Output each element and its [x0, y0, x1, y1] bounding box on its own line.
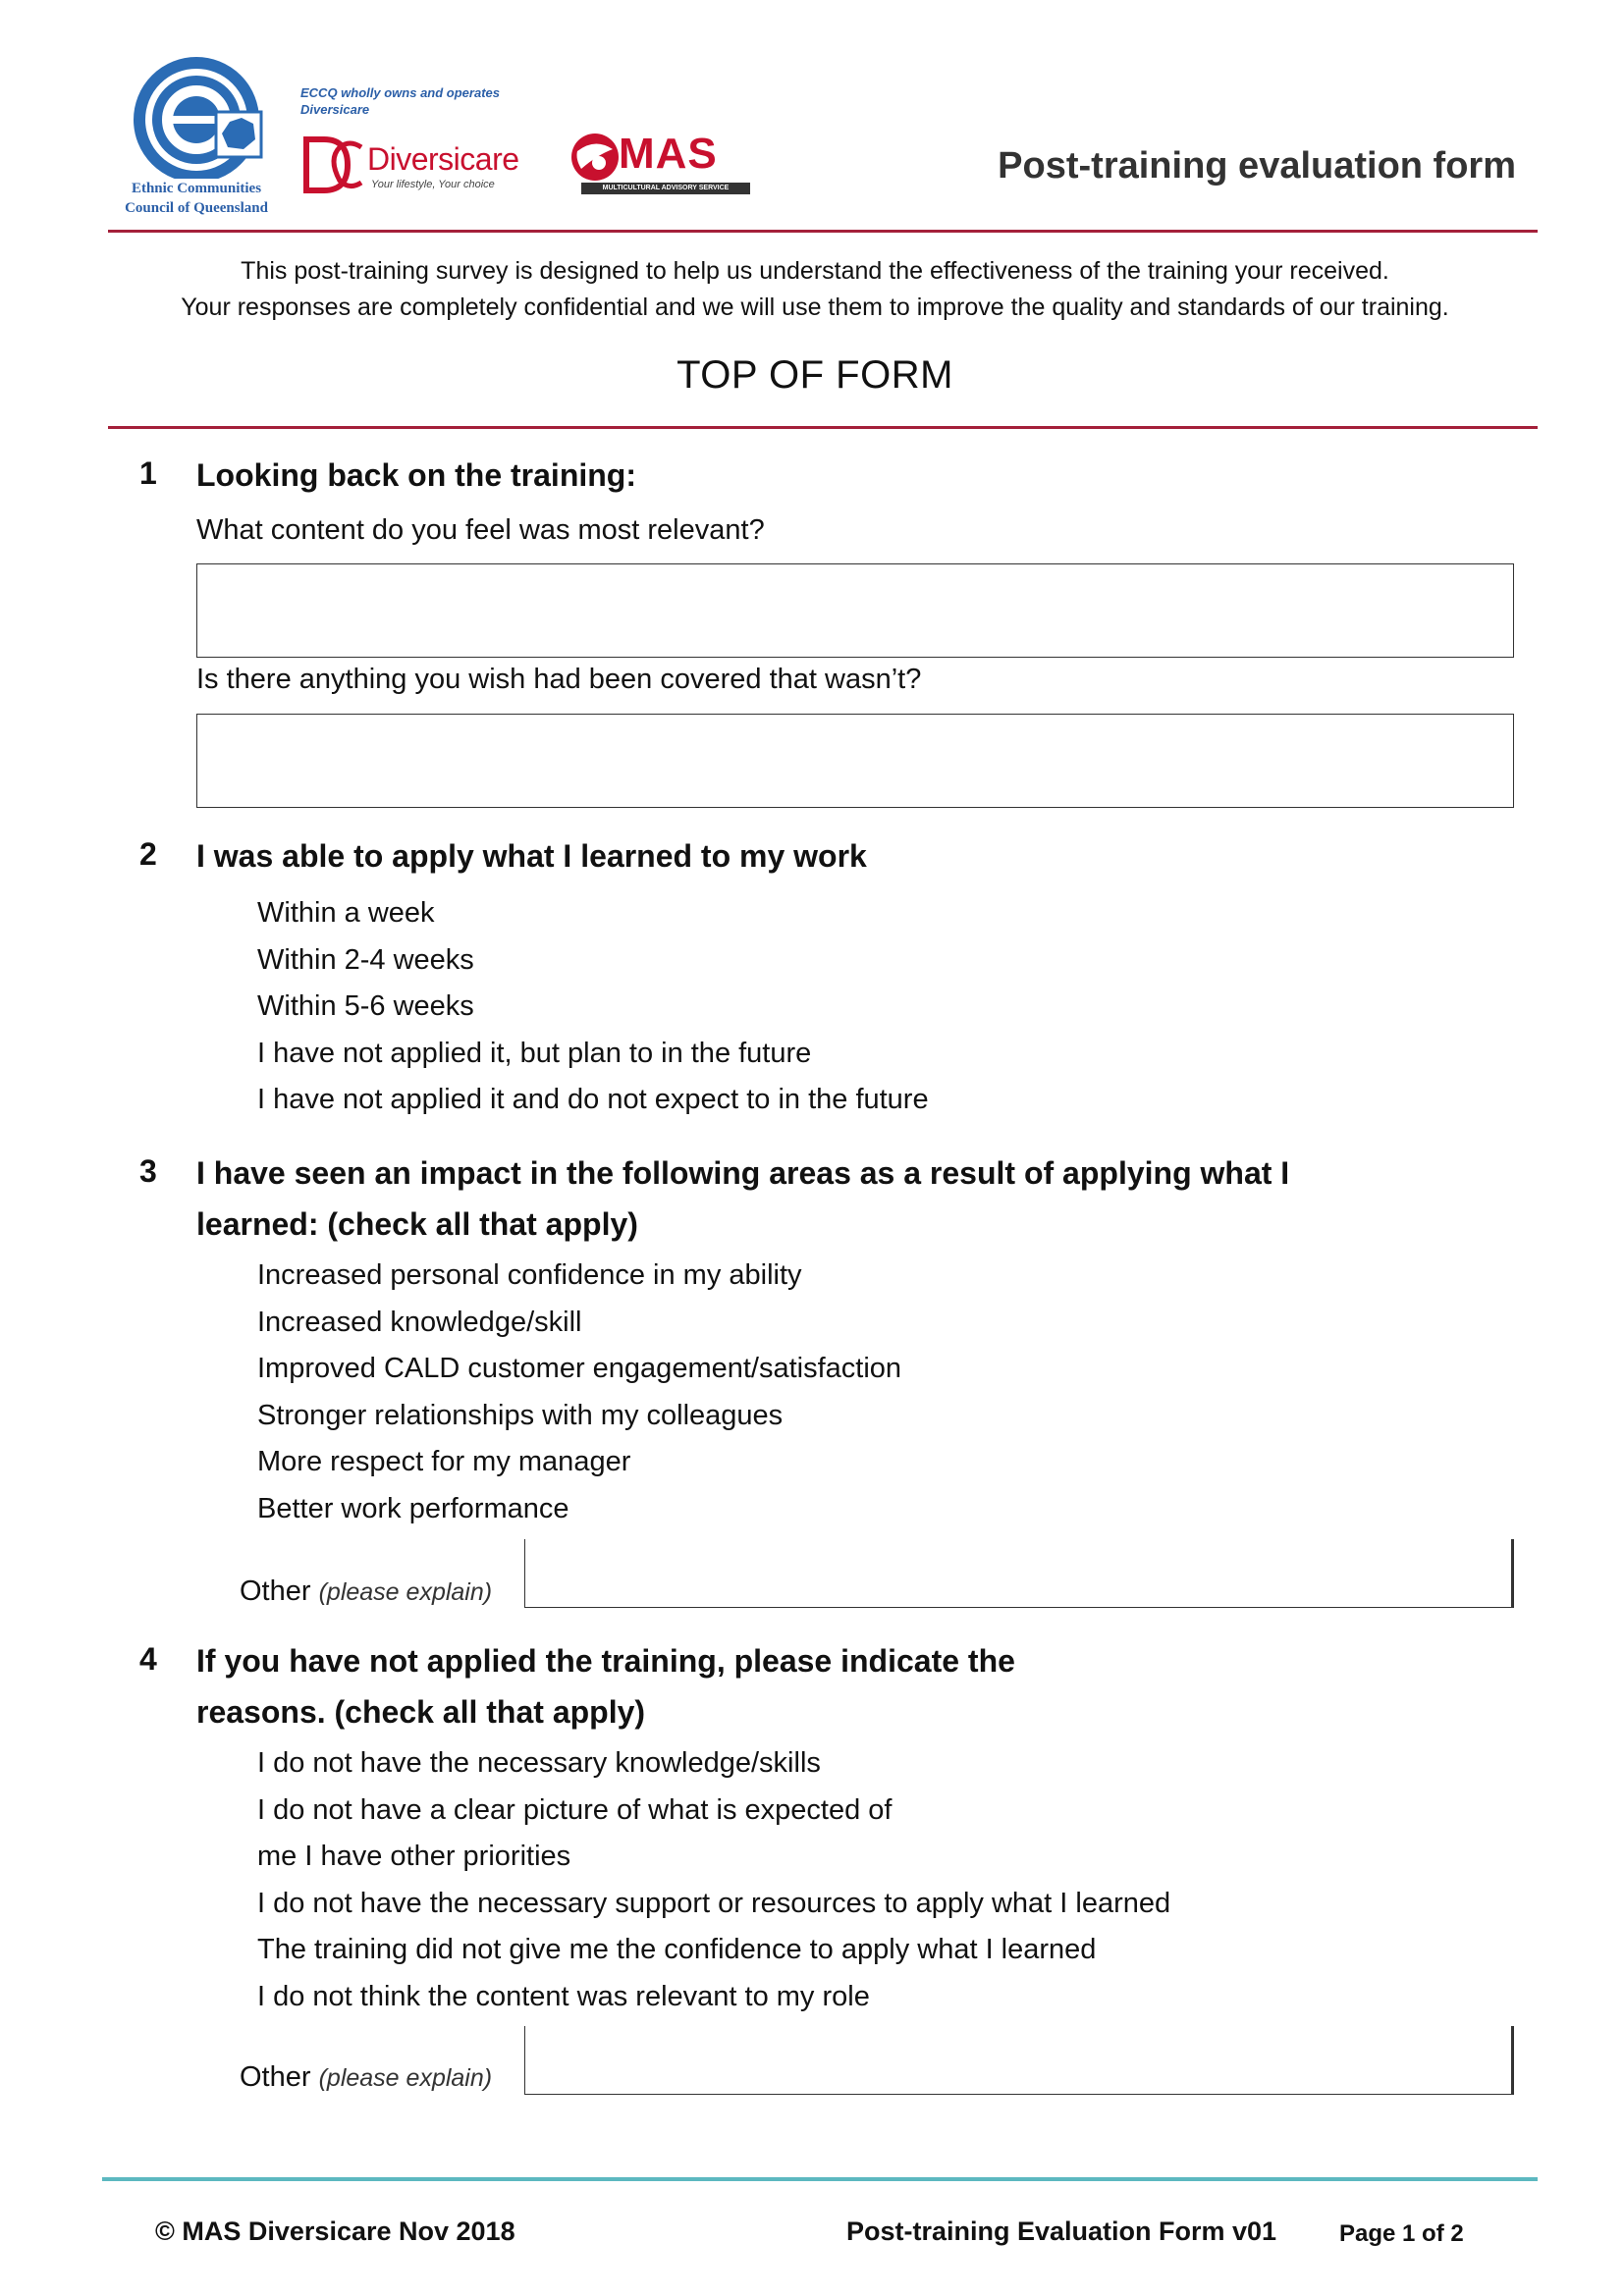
diversicare-wordmark: Diversicare — [367, 141, 519, 177]
q4-option[interactable]: I do not have the necessary support or resources to apply what I learned — [257, 1887, 1171, 1919]
q3-option[interactable]: Stronger relationships with my colleagues — [257, 1399, 784, 1431]
intro-text — [108, 253, 1522, 326]
footer-page-number: Page 1 of 2 — [1339, 2220, 1464, 2247]
q2-option[interactable]: I have not applied it, but plan to in the future — [257, 1037, 812, 1069]
q1-answer1-field[interactable] — [196, 563, 1514, 658]
q4-option[interactable]: The training did not give me the confidence to apply what I learned — [257, 1934, 1097, 1965]
q3-option[interactable]: Improved CALD customer engagement/satisfaction — [257, 1353, 902, 1384]
q3-other-field[interactable] — [524, 1539, 1514, 1608]
mas-globe-icon — [568, 130, 623, 185]
q4-heading-line1: If you have not applied the training, please indicate the — [196, 1643, 1015, 1679]
q4-other-label — [240, 2061, 492, 2094]
q3-options — [257, 1253, 901, 1532]
q3-other-hint: (please explain) — [318, 1578, 493, 1606]
eccq-emblem-icon — [106, 57, 288, 179]
eccq-org-name — [98, 179, 295, 218]
q2-option[interactable]: I have not applied it and do not expect to in the future — [257, 1084, 929, 1115]
eccq-name-line2: Council of Queensland — [125, 200, 268, 216]
q1-sub2: Is there anything you wish had been covered that wasn’t? — [196, 664, 922, 695]
q2-number: 2 — [139, 836, 157, 872]
q3-heading-line1: I have seen an impact in the following areas as a result of applying what I — [196, 1155, 1290, 1191]
q4-heading-line2: reasons. (check all that apply) — [196, 1694, 646, 1730]
form-top-heading: TOP OF FORM — [677, 353, 953, 397]
q4-other-hint: (please explain) — [318, 2064, 493, 2092]
q1-number: 1 — [139, 455, 157, 491]
q4-option[interactable]: I do not have the necessary knowledge/skills — [257, 1747, 821, 1779]
q3-heading-line2: learned: (check all that apply) — [196, 1206, 638, 1242]
eccq-logo — [106, 57, 288, 179]
q3-option[interactable]: Increased personal confidence in my ability — [257, 1259, 802, 1291]
q1-sub1: What content do you feel was most relevant? — [196, 514, 765, 546]
mas-wordmark: MAS — [619, 130, 718, 178]
q2-option[interactable]: Within a week — [257, 897, 435, 929]
q4-options — [257, 1740, 1170, 2020]
footer-divider — [102, 2177, 1538, 2181]
q2-options — [257, 890, 929, 1124]
intro-line2: Your responses are completely confidential and we will use them to improve the quality and standards of our training. — [181, 294, 1449, 321]
q2-heading: I was able to apply what I learned to my work — [196, 838, 867, 874]
intro-line1: This post-training survey is designed to help us understand the effectiveness of the training your received. — [241, 257, 1389, 285]
q4-number: 4 — [139, 1641, 157, 1677]
header-divider — [108, 230, 1538, 233]
ownership-line1: ECCQ wholly owns and operates — [300, 85, 500, 100]
form-top-divider — [108, 426, 1538, 429]
q3-number: 3 — [139, 1153, 157, 1189]
q3-option[interactable]: More respect for my manager — [257, 1446, 631, 1477]
q4-option[interactable]: I do not have a clear picture of what is expected of — [257, 1793, 893, 1826]
page-title: Post-training evaluation form — [998, 145, 1516, 187]
q1-answer2-field[interactable] — [196, 714, 1514, 808]
q1-heading: Looking back on the training: — [196, 457, 636, 493]
q4-heading — [196, 1635, 1015, 1737]
ownership-note — [300, 84, 556, 118]
q2-option[interactable]: Within 5-6 weeks — [257, 990, 474, 1022]
q4-other-text: Other — [240, 2061, 311, 2093]
footer-copyright: © MAS Diversicare Nov 2018 — [155, 2216, 515, 2246]
q3-other-label — [240, 1575, 492, 1608]
q3-other-text: Other — [240, 1575, 311, 1607]
q4-option[interactable]: me I have other priorities — [257, 1841, 571, 1872]
diversicare-logo — [300, 132, 536, 200]
eccq-name-line1: Ethnic Communities — [131, 181, 262, 196]
q3-heading — [196, 1148, 1289, 1250]
diversicare-dc-icon — [300, 135, 365, 194]
footer-form-version: Post-training Evaluation Form v01 — [846, 2216, 1277, 2246]
mas-tagline: MULTICULTURAL ADVISORY SERVICE — [581, 183, 750, 194]
q3-option[interactable]: Increased knowledge/skill — [257, 1306, 582, 1338]
q3-option[interactable]: Better work performance — [257, 1492, 569, 1524]
q2-option[interactable]: Within 2-4 weeks — [257, 943, 474, 976]
q4-other-field[interactable] — [524, 2026, 1514, 2095]
mas-logo — [568, 128, 750, 198]
diversicare-tagline: Your lifestyle, Your choice — [371, 179, 495, 190]
q4-option[interactable]: I do not think the content was relevant to my role — [257, 1980, 870, 2012]
ownership-line2: Diversicare — [300, 102, 370, 117]
